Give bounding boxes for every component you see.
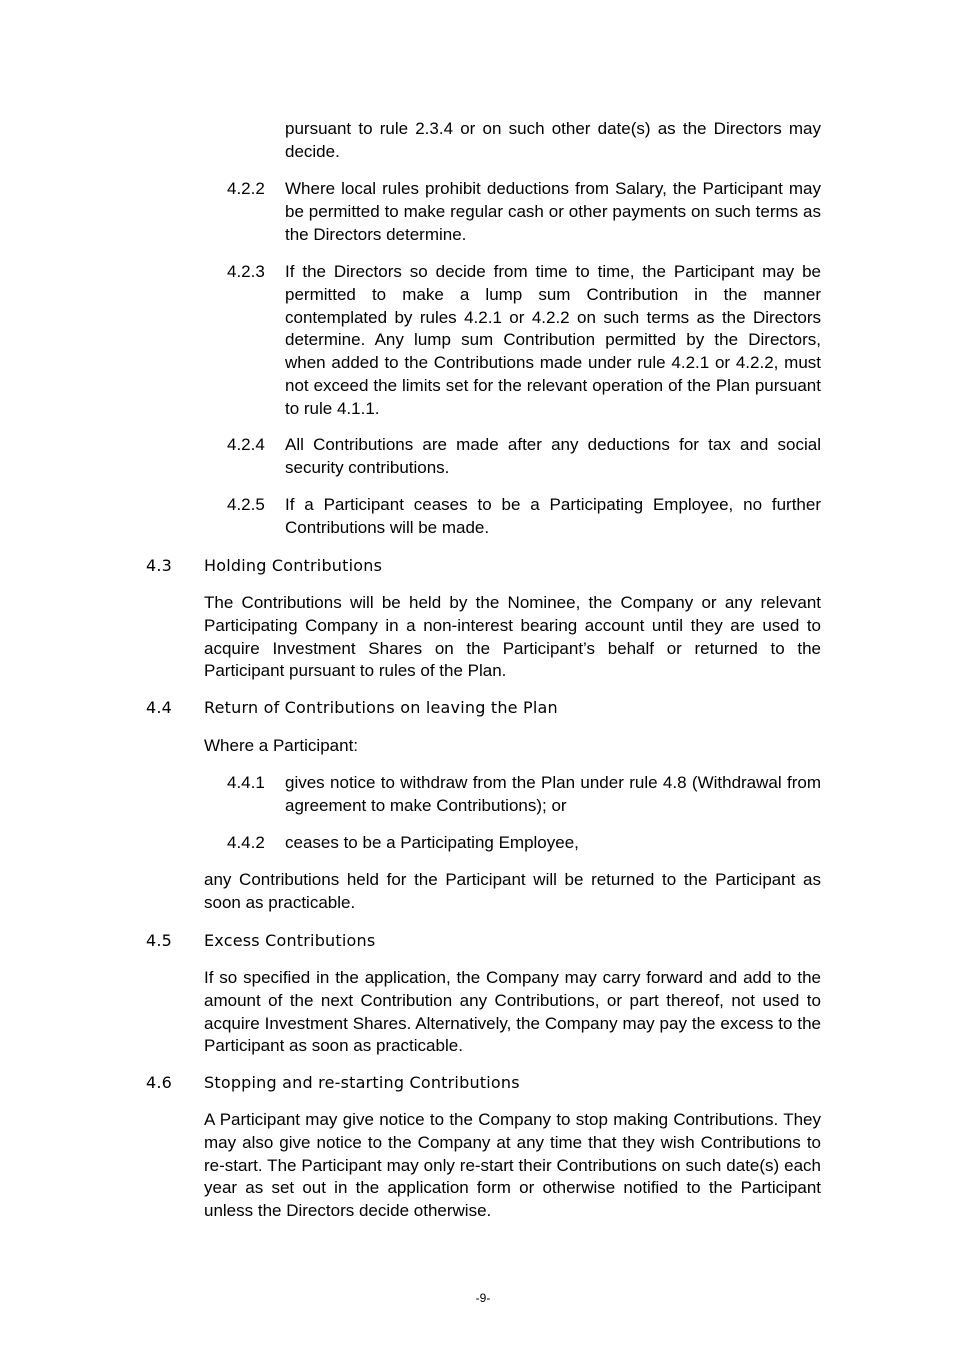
section-4-4-outro: any Contributions held for the Participant will be returned to the Participant as soon as practicable. — [204, 870, 821, 912]
section-4-5-body: If so specified in the application, the Company may carry forward and add to the amount of the next Contribution any Contributions, or part thereof, not used to acquire Investment Shares. Alternatively, the Company may pay the excess to the Participant as soon as practicable. — [204, 968, 821, 1056]
rule-number: 4.2.5 — [227, 495, 265, 514]
rule-number: 4.2.3 — [227, 262, 265, 281]
section-4-4-intro: Where a Participant: — [204, 736, 359, 755]
rule-number: 4.4.2 — [227, 833, 265, 852]
section-title: Excess Contributions — [204, 931, 376, 950]
rule-number: 4.2.4 — [227, 435, 265, 454]
rule-text: If the Directors so decide from time to time, the Participant may be permitted to make a lump sum Contribution in the manner contemplated by rules 4.2.1 or 4.2.2 on such terms as the Directors determine. Any lump sum Contribution permitted by the Directors, when added to the Contributions made under rule 4.2.1 or 4.2.2, must not exceed the limits set for the relevant operation of the Plan pursuant to rule 4.1.1. — [285, 262, 821, 418]
section-number: 4.3 — [146, 556, 173, 575]
section-4-3-body: The Contributions will be held by the Nominee, the Company or any relevant Participating Company in a non-interest bearing account until they are used to acquire Investment Shares on the Participant’s behalf or returned to the Participant pursuant to rules of the Plan. — [204, 593, 821, 681]
rule-4-2-2 — [227, 178, 821, 246]
rule-text: Where local rules prohibit deductions from Salary, the Participant may be permitted to make regular cash or other payments on such terms as the Directors determine. — [285, 179, 821, 244]
rule-text: ceases to be a Participating Employee, — [285, 833, 579, 852]
rule-4-2-4 — [227, 434, 821, 480]
rule-text: gives notice to withdraw from the Plan under rule 4.8 (Withdrawal from agreement to make Contributions); or — [285, 773, 821, 815]
rule-4-4-2 — [227, 832, 821, 855]
section-title: Stopping and re-starting Contributions — [204, 1073, 520, 1092]
section-number: 4.6 — [146, 1073, 173, 1092]
rule-4-2-3 — [227, 261, 821, 421]
page-number: -9- — [475, 1291, 491, 1305]
section-4-6-body: A Participant may give notice to the Company to stop making Contributions. They may also give notice to the Company at any time that they wish Contributions to re-start. The Participant may only re-start their Contributions on such date(s) each year as set out in the application form or otherwise notified to the Participant unless the Directors decide otherwise. — [204, 1110, 821, 1221]
section-title: Return of Contributions on leaving the Plan — [204, 698, 558, 717]
rule-number: 4.2.2 — [227, 179, 265, 198]
rule-4-4-1 — [227, 772, 821, 818]
rule-number: 4.4.1 — [227, 773, 265, 792]
rule-4-2-1-continuation: pursuant to rule 2.3.4 or on such other date(s) as the Directors may decide. — [285, 119, 821, 161]
section-number: 4.5 — [146, 931, 173, 950]
rule-4-2-5 — [227, 494, 821, 540]
section-title: Holding Contributions — [204, 556, 383, 575]
section-number: 4.4 — [146, 698, 173, 717]
rule-text: All Contributions are made after any deductions for tax and social security contributions. — [285, 435, 821, 477]
rule-text: If a Participant ceases to be a Participating Employee, no further Contributions will be made. — [285, 495, 821, 537]
